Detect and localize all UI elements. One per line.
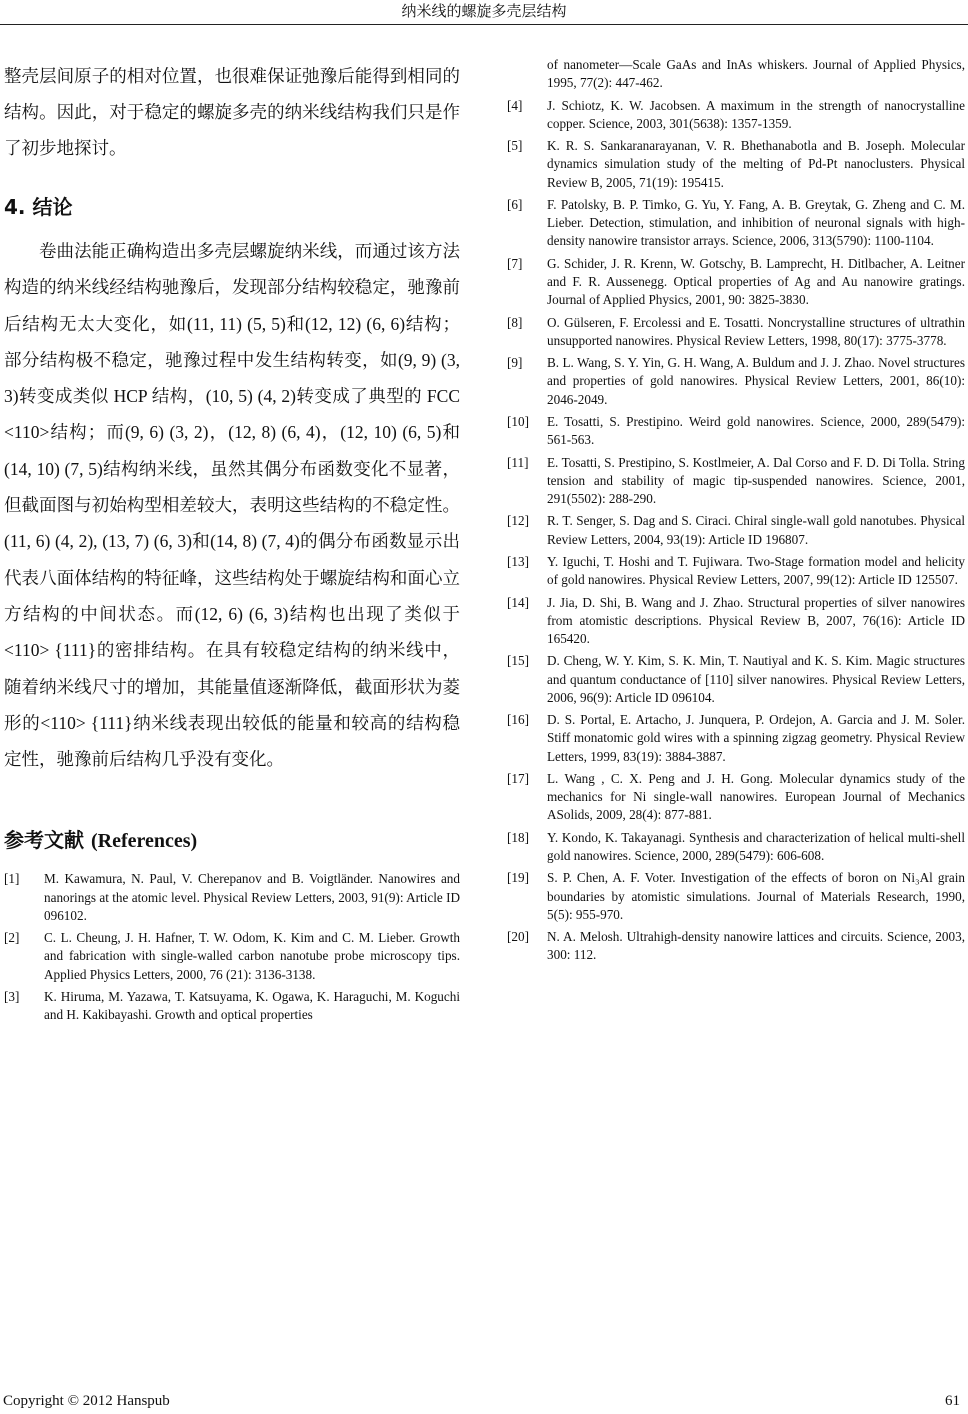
reference-number: [18]: [507, 829, 529, 845]
reference-text: S. P. Chen, A. F. Voter. Investigation of the effects of boron on Ni₃Al grain boundaries by atomistic simulations. Journal of Materials Research, 1990, 5(5): 955-970.: [547, 870, 965, 922]
reference-item: [507, 314, 965, 350]
page-number: 61: [945, 1393, 960, 1409]
reference-text: M. Kawamura, N. Paul, V. Cherepanov and B. Voigtländer. Nanowires and nanorings at the atomic level. Physical Review Letters, 2003, 91(9): Article ID 096102.: [44, 871, 460, 923]
reference-item: [507, 711, 965, 766]
reference-item: [507, 354, 965, 409]
running-header: [0, 0, 968, 25]
reference-number: [8]: [507, 314, 523, 330]
reference-item: [4, 988, 460, 1024]
reference-number: [4]: [507, 97, 523, 113]
reference-item: [507, 594, 965, 649]
reference-list-right: [507, 97, 965, 965]
reference-text: D. S. Portal, E. Artacho, J. Junquera, P. Ordejon, A. Garcia and J. M. Soler. Stiff monatomic gold wires with a spinning zigzag geometry. Physical Review Letters, 1999, 83(19): 3884-3887.: [547, 712, 965, 764]
reference-item: [507, 869, 965, 924]
reference-text: D. Cheng, W. Y. Kim, S. K. Min, T. Nautiyal and K. S. Kim. Magic structures and quantum conductance of [110] silver nanowires. Physical Review Letters, 2006, 96(9): Article ID 096104.: [547, 653, 965, 705]
page-footer: [0, 1393, 968, 1413]
reference-item: [4, 929, 460, 984]
reference-text: N. A. Melosh. Ultrahigh-density nanowire lattices and circuits. Science, 2003, 300: 112.: [547, 929, 965, 963]
reference-item: [507, 97, 965, 133]
reference-list-left: [4, 870, 460, 1024]
reference-text: E. Tosatti, S. Prestipino, S. Kostlmeier, A. Dal Corso and F. D. Di Tolla. String tension and stability of magic tip-suspended nanowires. Science, 2001, 291(5502): 288-290.: [547, 454, 965, 506]
reference-number: [15]: [507, 653, 529, 669]
reference-number: [16]: [507, 712, 529, 728]
reference-item: [507, 255, 965, 310]
reference-number: [7]: [507, 255, 523, 271]
references-heading-cn: 参考文献: [4, 828, 84, 853]
reference-number: [11]: [507, 454, 529, 470]
reference-text: J. Schiotz, K. W. Jacobsen. A maximum in the strength of nanocrystalline copper. Science, 2003, 301(5638): 1357-1359.: [547, 97, 965, 131]
reference-text: J. Jia, D. Shi, B. Wang and J. Zhao. Structural properties of silver nanowires from atomistic descriptions. Physical Review B, 2007, 76(16): Article ID 165420.: [547, 594, 965, 646]
reference-text: K. Hiruma, M. Yazawa, T. Katsuyama, K. Ogawa, K. Haraguchi, M. Koguchi and H. Kakibayashi. Growth and optical properties: [44, 989, 460, 1023]
reference-number: [5]: [507, 138, 523, 154]
conclusion-paragraph: 卷曲法能正确构造出多壳层螺旋纳米线，而通过该方法构造的纳米线经结构驰豫后，发现部分结构较稳定，驰豫前后结构无太大变化，如(11, 11) (5, 5)和(12, 12) (6, 6)结构；部分结构极不稳定，驰豫过程中发生结构转变，如(9, 9) (3, 3)转变成类似 HCP 结构，(10, 5) (4, 2)转变成了典型的 FCC <110>结构；而(9, 6) (3, 2)，(12, 8) (6, 4)，(12, 10) (6, 5)和(14, 10) (7, 5)结构纳米线，虽然其偶分布函数变化不显著，但截面图与初始构型相差较大，表明这些结构的不稳定性。(11, 6) (4, 2), (13, 7) (6, 3)和(14, 8) (7, 4)的偶分布函数显示出代表八面体结构的特征峰，这些结构处于螺旋结构和面心立方结构的中间状态。而(12, 6) (6, 3)结构也出现了类似于<110> {111}的密排结构。在具有较稳定结构的纳米线中，随着纳米线尺寸的增加，其能量值逐渐降低，截面形状为菱形的<110> {111}纳米线表现出较低的能量和较高的结构稳定性，驰豫前后结构几乎没有变化。: [4, 241, 460, 770]
reference-text: L. Wang , C. X. Peng and J. H. Gong. Molecular dynamics study of the mechanics for Ni single-wall nanowires. European Journal of Mechanics ASolids, 2009, 28(4): 877-881.: [547, 770, 965, 823]
reference-item: [507, 928, 965, 964]
copyright-notice: Copyright © 2012 Hanspub: [3, 1393, 170, 1409]
reference-text: B. L. Wang, S. Y. Yin, G. H. Wang, A. Buldum and J. J. Zhao. Novel structures and properties of gold nanowires. Physical Review Letters, 2001, 86(10): 2046-2049.: [547, 355, 965, 407]
left-column: [4, 58, 460, 1029]
reference-number: [19]: [507, 870, 529, 886]
reference-text: F. Patolsky, B. P. Timko, G. Yu, Y. Fang, A. B. Greytak, G. Zheng and C. M. Lieber. Detection, stimulation, and inhibition of neuronal signals with high-density nanowire transistor arrays. Science, 2006, 313(5790): 1100-1104.: [547, 196, 965, 249]
right-column: [507, 56, 965, 969]
reference-item: [507, 652, 965, 707]
reference-number: [20]: [507, 929, 529, 945]
reference-item: [507, 829, 965, 865]
reference-number: [3]: [4, 989, 20, 1005]
previous-section-tail: 整壳层间原子的相对位置，也很难保证弛豫后能得到相同的结构。因此，对于稳定的螺旋多壳的纳米线结构我们只是作了初步地探讨。: [4, 66, 460, 158]
reference-number: [2]: [4, 930, 20, 946]
reference-item: [507, 196, 965, 251]
section-heading-conclusion: 4. 结论: [4, 195, 73, 219]
reference-text: E. Tosatti, S. Prestipino. Weird gold nanowires. Science, 2000, 289(5479): 561-563.: [547, 413, 965, 448]
reference-item: [507, 512, 965, 548]
reference-text: K. R. S. Sankaranarayanan, V. R. Bhethanabotla and B. Joseph. Molecular dynamics simulation study of the melting of Pd-Pt nanoclusters. Physical Review B, 2005, 71(19): 195415.: [547, 138, 965, 190]
reference-number: [14]: [507, 594, 529, 610]
reference-number: [1]: [4, 871, 20, 887]
reference-text: C. L. Cheung, J. H. Hafner, T. W. Odom, K. Kim and C. M. Lieber. Growth and fabrication with single-walled carbon nanotube probe microscopy tips. Applied Physics Letters, 2000, 76 (21): 3136-3138.: [44, 930, 460, 982]
reference-text: G. Schider, J. R. Krenn, W. Gotschy, B. Lamprecht, H. Ditlbacher, A. Leitner and F. R. Aussenegg. Optical properties of Ag and Au nanowire gratings. Journal of Applied Physics, 2001, 90: 3825-3830.: [547, 255, 965, 308]
reference-item: [4, 870, 460, 925]
reference-continuation: [507, 56, 965, 92]
reference-text: R. T. Senger, S. Dag and S. Ciraci. Chiral single-wall gold nanotubes. Physical Review Letters, 2004, 93(19): Article ID 196807.: [547, 513, 965, 547]
reference-number: [12]: [507, 513, 529, 529]
reference-text: of nanometer—Scale GaAs and InAs whiskers. Journal of Applied Physics, 1995, 77(2): 447-462.: [547, 57, 965, 91]
reference-number: [17]: [507, 770, 529, 786]
reference-item: [507, 137, 965, 192]
reference-number: [13]: [507, 553, 529, 569]
reference-item: [507, 413, 965, 449]
reference-number: [9]: [507, 355, 523, 371]
reference-text: Y. Kondo, K. Takayanagi. Synthesis and characterization of helical multi-shell gold nanowires. Science, 2000, 289(5479): 606-608.: [547, 829, 965, 863]
reference-number: [10]: [507, 413, 529, 429]
reference-item: [507, 454, 965, 509]
references-heading: [4, 825, 460, 856]
reference-number: [6]: [507, 196, 523, 212]
reference-item: [507, 770, 965, 825]
header-title: 纳米线的螺旋多壳层结构: [401, 2, 567, 20]
reference-text: O. Gülseren, F. Ercolessi and E. Tosatti. Noncrystalline structures of ultrathin unsupported nanowires. Physical Review Letters, 1998, 80(17): 3775-3778.: [547, 314, 965, 348]
reference-text: Y. Iguchi, T. Hoshi and T. Fujiwara. Two-Stage formation model and helicity of gold nanowires. Physical Review Letters, 2007, 99(12): Article ID 125507.: [547, 553, 965, 588]
reference-item: [507, 553, 965, 589]
references-heading-en: (References): [90, 830, 198, 853]
